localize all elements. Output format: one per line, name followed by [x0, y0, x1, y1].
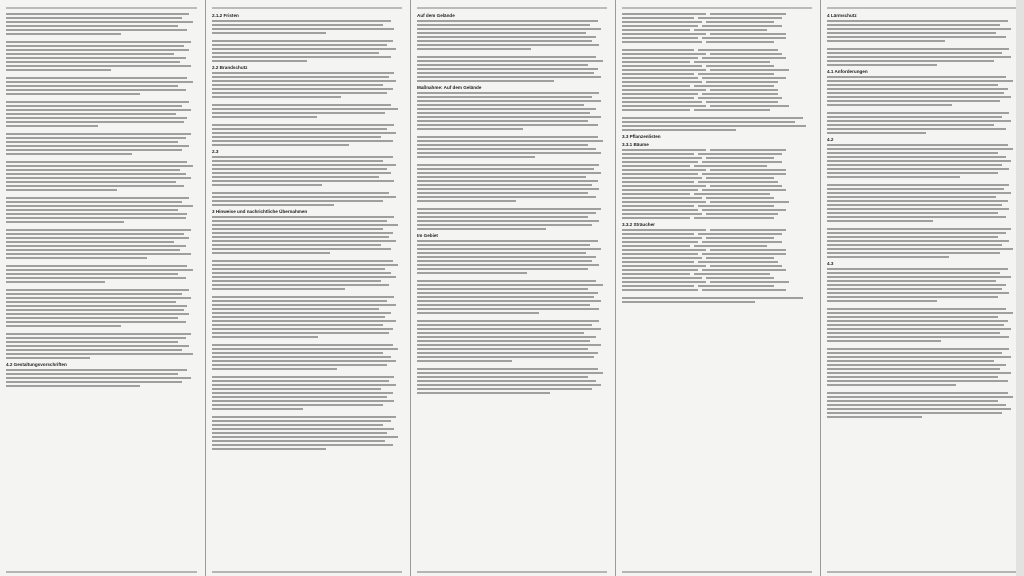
section-heading: 4.1 Anforderungen — [827, 69, 868, 74]
text-block — [827, 268, 1017, 418]
text-block — [827, 144, 1017, 258]
text-block — [6, 13, 197, 359]
document-page-2 — [205, 0, 408, 576]
text-block — [417, 92, 607, 230]
text-block — [212, 20, 402, 62]
document-page-1 — [0, 0, 203, 576]
section-heading: 3.3.1 Bäume — [622, 142, 649, 147]
page-header-rule — [827, 7, 1017, 9]
text-block — [827, 76, 1017, 134]
text-block — [827, 20, 1017, 66]
section-heading: 3.3.2 Sträucher — [622, 222, 655, 227]
plant-list — [622, 13, 812, 131]
text-block — [417, 20, 607, 82]
section-heading: 4 Lärmschutz — [827, 13, 857, 18]
section-heading: 3.3 Pflanzenlisten — [622, 134, 661, 139]
plant-list — [622, 149, 812, 219]
page-header-rule — [417, 7, 607, 9]
text-block — [417, 240, 607, 394]
right-margin-strip — [1016, 0, 1024, 576]
document-page-5 — [820, 0, 1023, 576]
section-heading: 2.1.2 Fristen — [212, 13, 239, 18]
page-header-rule — [6, 7, 197, 9]
page-footer-rule — [212, 571, 402, 573]
section-heading: 3 Hinweise und nachrichtliche Übernahmen — [212, 209, 308, 214]
text-block — [212, 216, 402, 450]
section-heading: Im Gebiet — [417, 233, 438, 238]
plant-list — [622, 229, 812, 303]
document-page-3 — [410, 0, 613, 576]
page-header-rule — [212, 7, 402, 9]
section-heading: Maßnahme: Auf dem Gelände — [417, 85, 482, 90]
section-heading: 2.3 — [212, 149, 219, 154]
text-block — [212, 72, 402, 146]
page-footer-rule — [417, 571, 607, 573]
page-footer-rule — [827, 571, 1017, 573]
page-footer-rule — [6, 571, 197, 573]
section-heading: 4.2 — [827, 137, 834, 142]
page-header-rule — [622, 7, 812, 9]
text-block — [6, 369, 197, 387]
page-footer-rule — [622, 571, 812, 573]
section-heading: Auf dem Gelände — [417, 13, 455, 18]
section-heading: 4.3 — [827, 261, 834, 266]
text-block — [212, 156, 402, 206]
document-page-4 — [615, 0, 818, 576]
section-heading: 4.2 Gestaltungsvorschriften — [6, 362, 67, 367]
section-heading: 2.2 Brandschutz — [212, 65, 248, 70]
